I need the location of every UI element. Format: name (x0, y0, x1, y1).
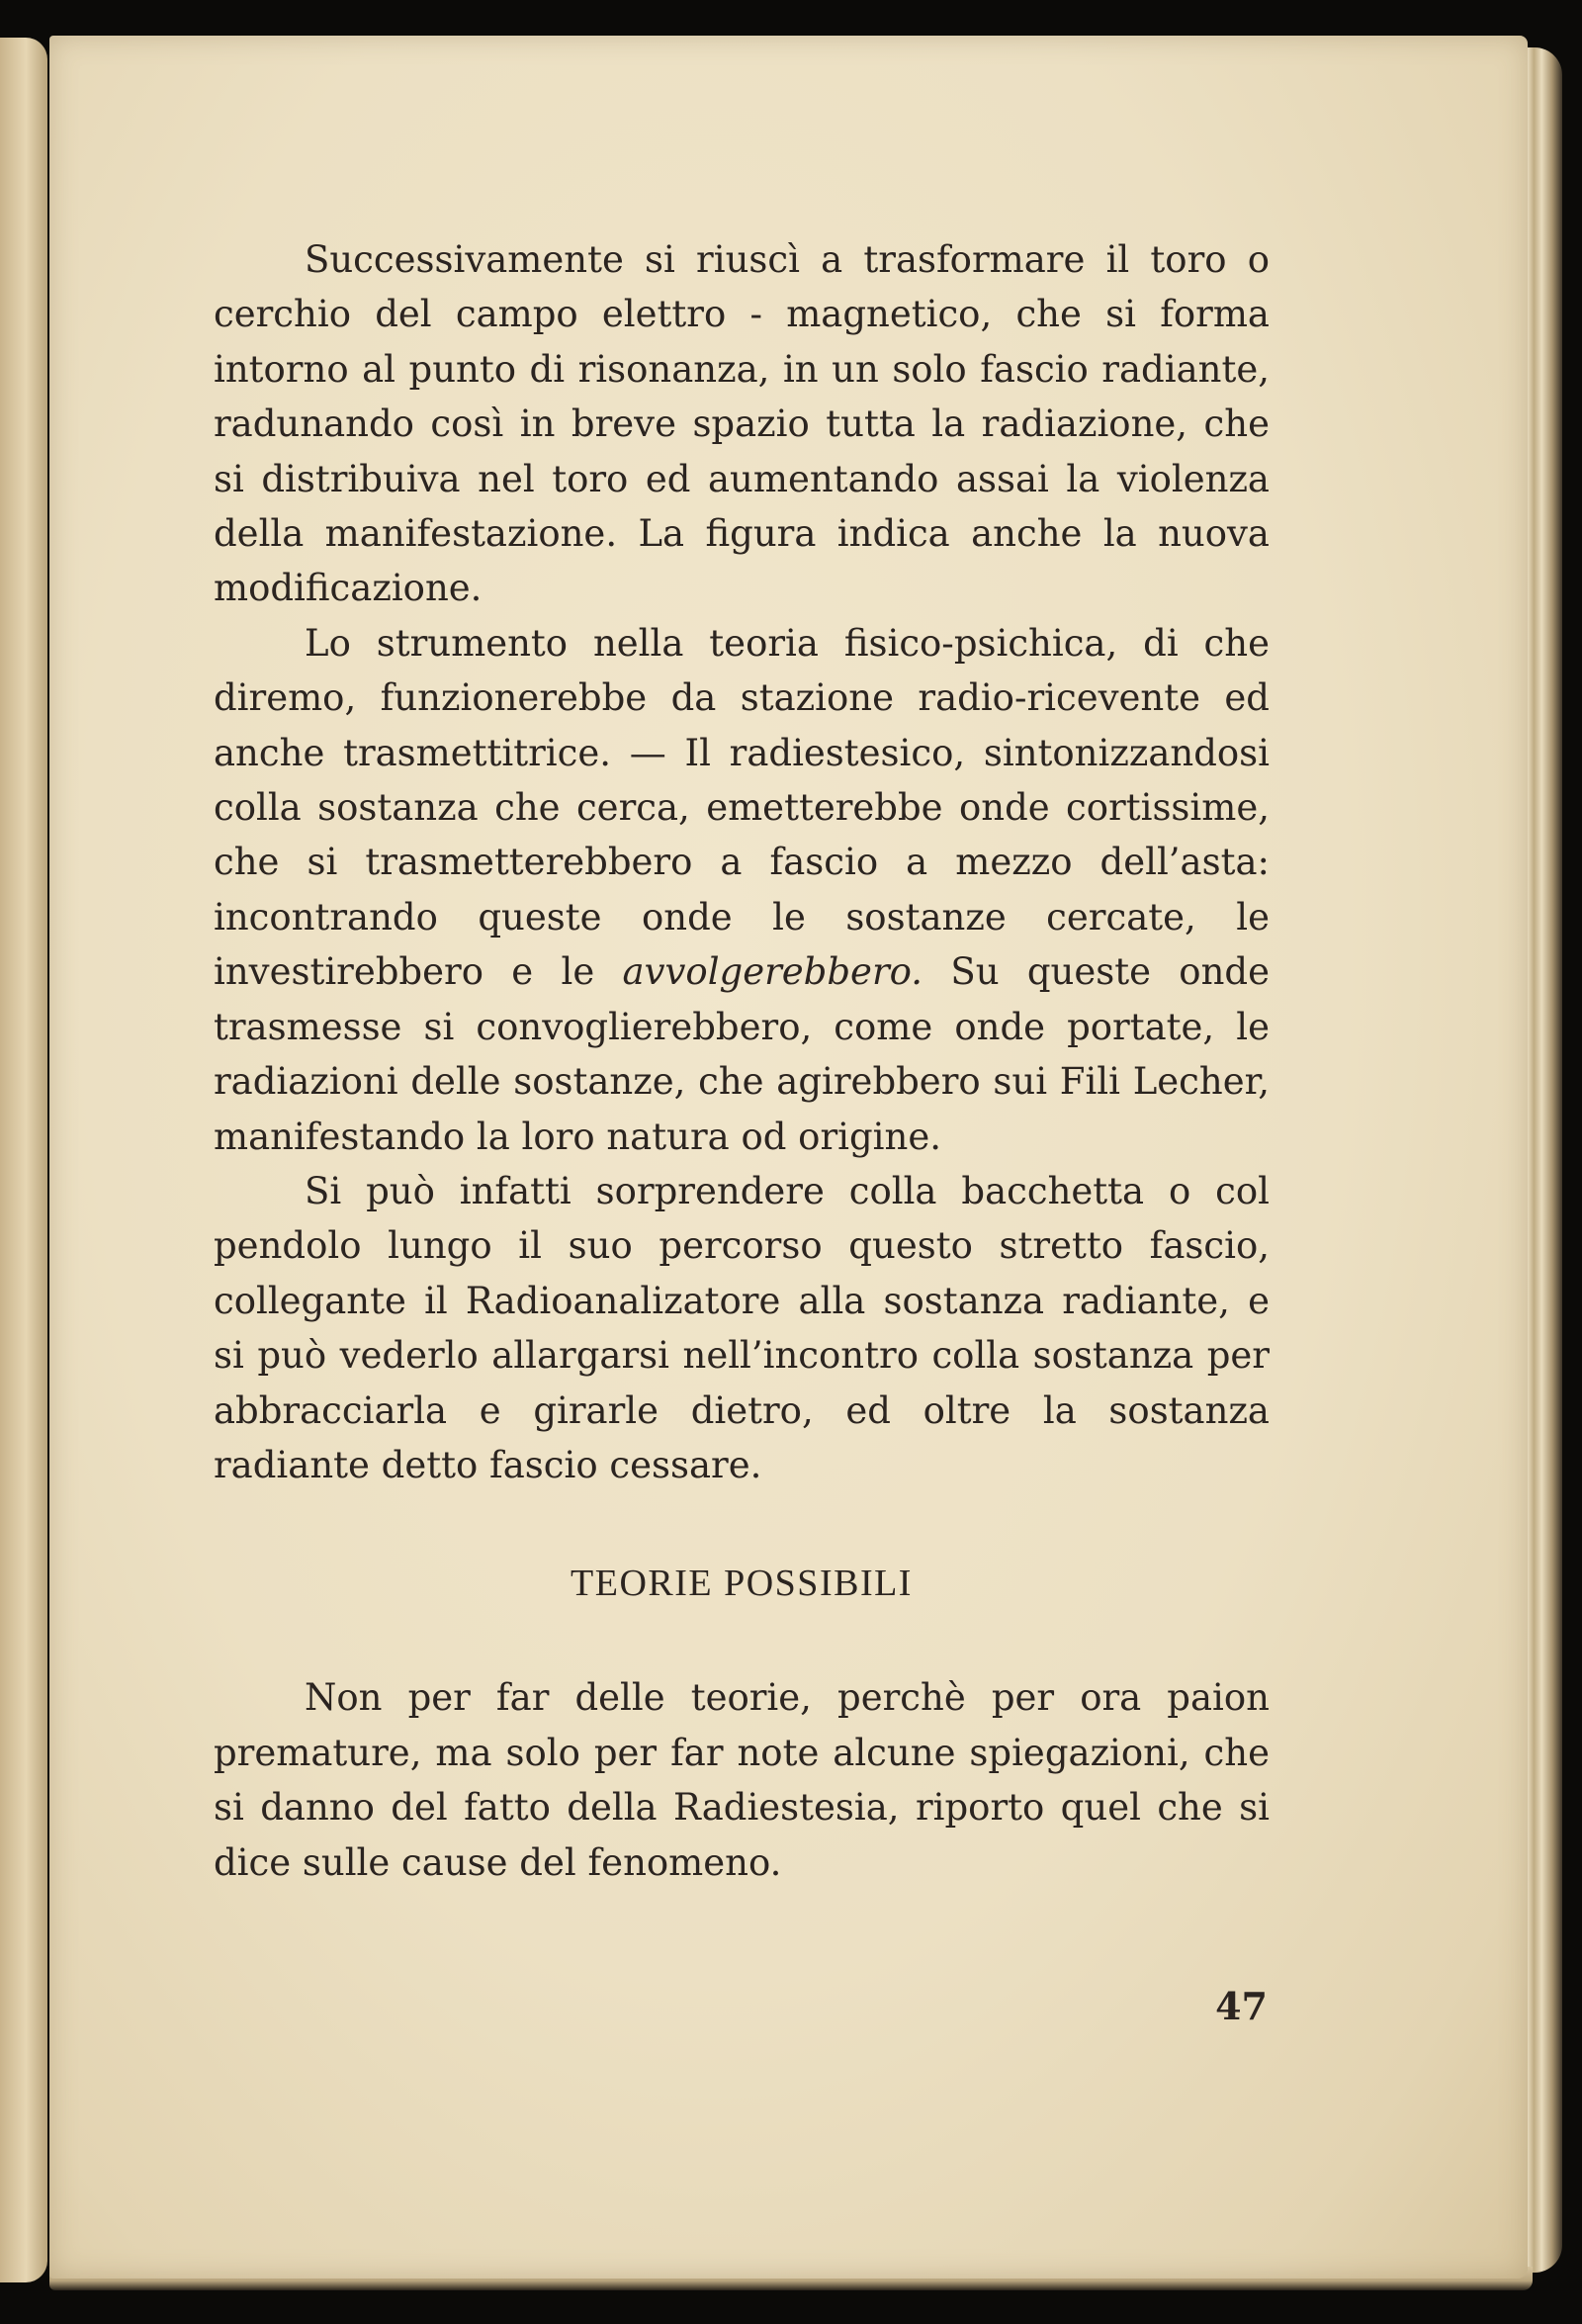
paragraph-4 (214, 1670, 1270, 1890)
paragraph-1-text: Successivamente si riuscì a trasformare il toro o cerchio del campo elettro - magnetico, che si forma intorno al punto di risonanza, in un solo fascio radiante, radunando così in breve spazio tutta la radiazione, che si distribuiva nel toro ed aumentando assai la violenza della manifestazione. La figura indica anche la nuova modificazione. (214, 238, 1270, 610)
page-number: 47 (1215, 1984, 1268, 2028)
section-heading: TEORIE POSSIBILI (571, 1563, 913, 1605)
paragraph-2 (214, 616, 1270, 1164)
paragraph-1 (214, 232, 1270, 616)
previous-page-edge (0, 38, 47, 2282)
paragraph-2-italic-word: avvolgerebbero. (622, 950, 923, 994)
paragraph-3-text: Si può infatti sorprendere colla bacchetta o col pendolo lungo il suo percorso questo stretto fascio, collegante il Radioanalizatore alla sostanza radiante, e si può vederlo allargarsi nell’incontro colla sostanza per abbracciarla e girarle dietro, ed oltre la sostanza radiante detto fascio cessare. (214, 1169, 1270, 1486)
paragraph-3 (214, 1164, 1270, 1492)
page-text (214, 232, 1270, 1890)
paragraph-4-text: Non per far delle teorie, perchè per ora paion premature, ma solo per far note alcune spiegazioni, che si danno del fatto della Radiestesia, riporto quel che si dice sulle cause del fenomeno. (214, 1676, 1270, 1884)
paragraph-2-text-continued: Su queste onde trasmesse si convoglierebbero, come onde portate, le radiazioni delle sostanze, che agirebbero sui Fili Lecher, manifestando la loro natura od origine. (214, 950, 1270, 1158)
paragraph-2-text: Lo strumento nella teoria fisico-psichica, di che diremo, funzionerebbe da stazione radio-ricevente ed anche trasmettitrice. — Il radiestesico, sintonizzandosi colla sostanza che cerca, emetterebbe onde cortissime, che si trasmetterebbero a fascio a mezzo dell’asta: incontrando queste onde le sostanze cercate, le investirebbero e le (214, 621, 1270, 994)
